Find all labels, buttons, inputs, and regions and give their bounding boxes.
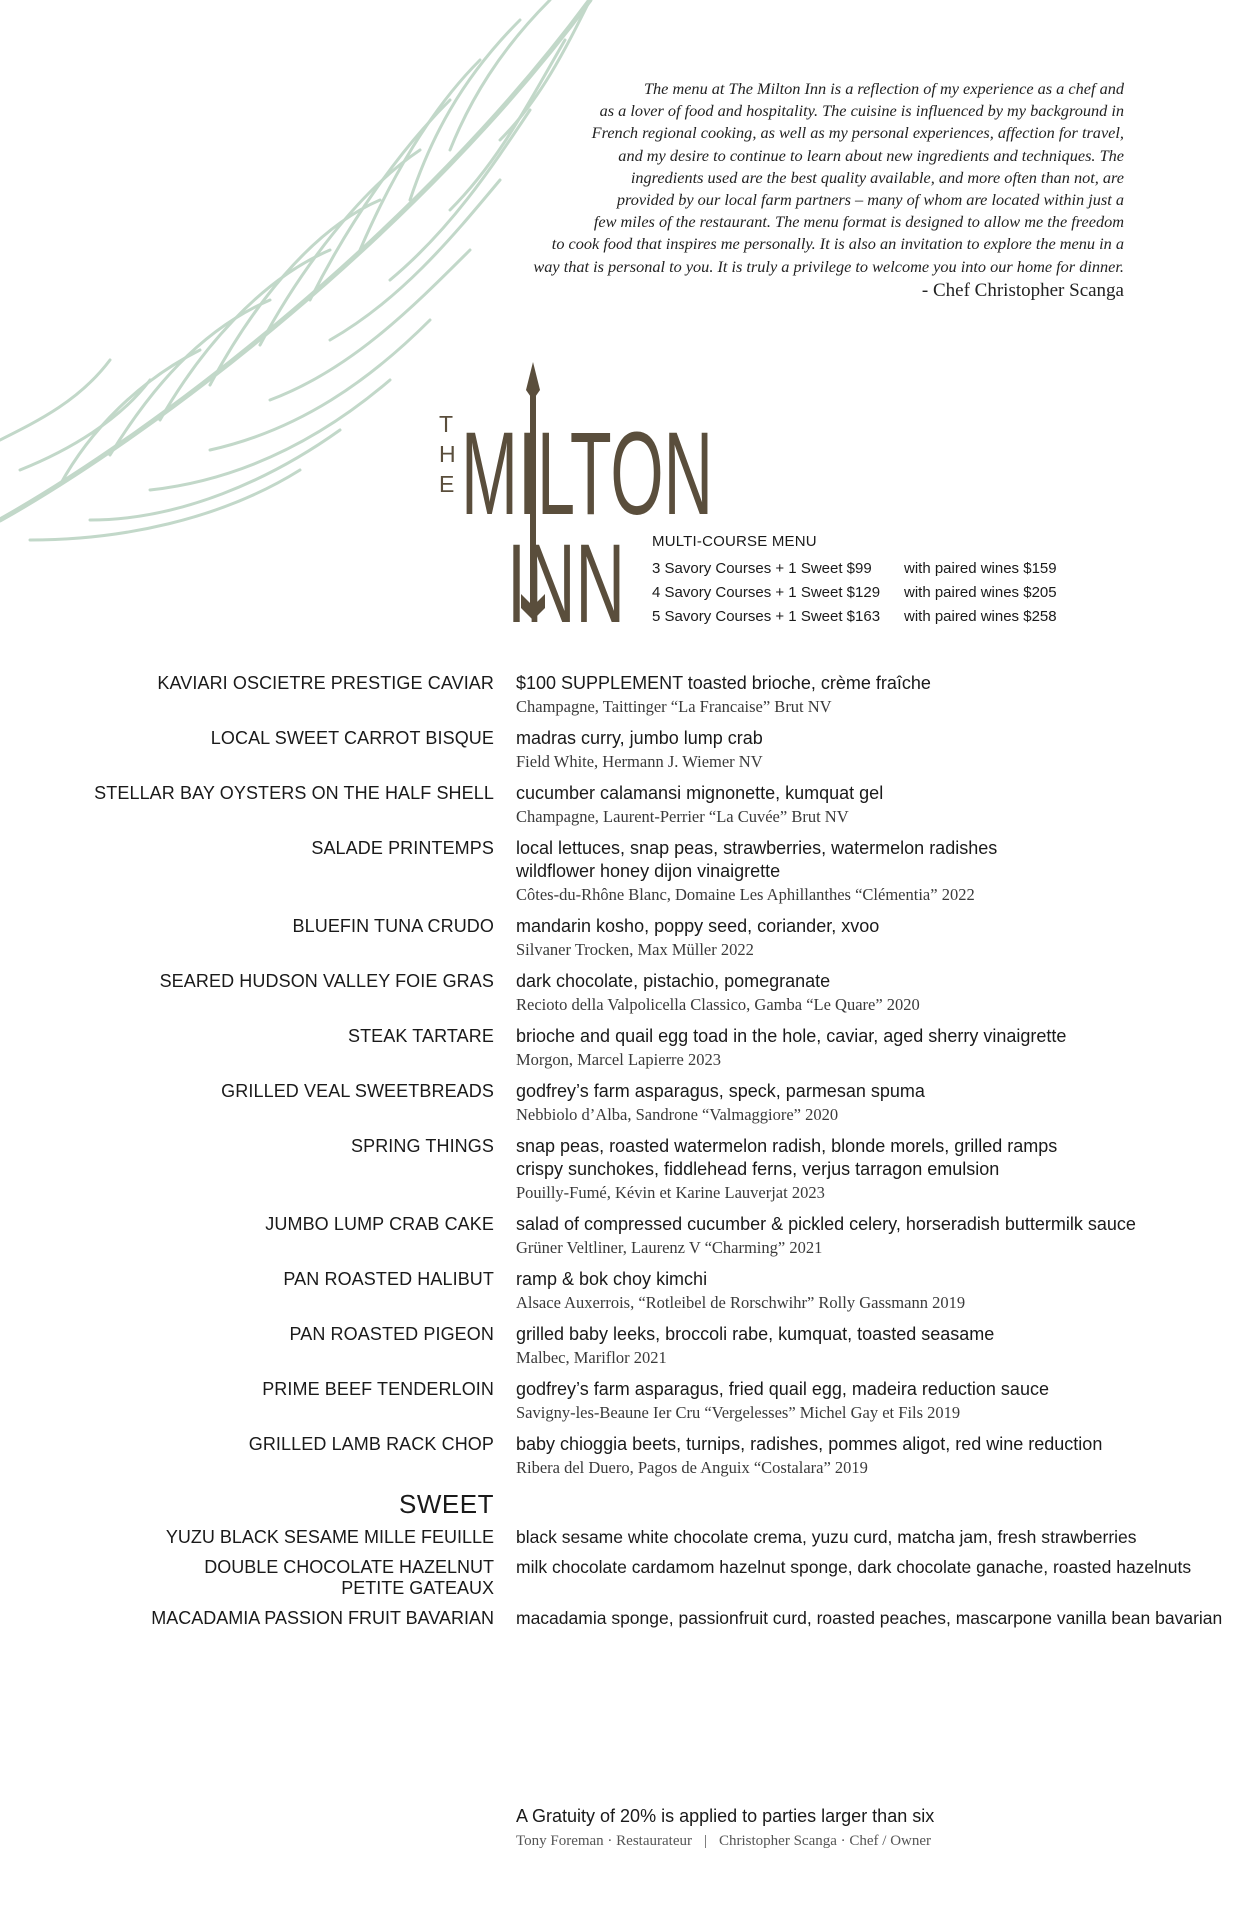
dish-description: crispy sunchokes, fiddlehead ferns, verjus tarragon emulsion bbox=[516, 1159, 1000, 1179]
dish-description: $100 SUPPLEMENT toasted brioche, crème fraîche bbox=[516, 673, 931, 693]
dish-description: godfrey’s farm asparagus, speck, parmesan spuma bbox=[516, 1081, 925, 1101]
wine-pairing: Field White, Hermann J. Wiemer NV bbox=[516, 752, 763, 771]
wine-pairing: Champagne, Taittinger “La Francaise” Brut NV bbox=[516, 697, 832, 716]
dish-name: PRIME BEEF TENDERLOIN bbox=[262, 1379, 494, 1399]
dish-name: STELLAR BAY OYSTERS ON THE HALF SHELL bbox=[94, 783, 494, 803]
gratuity-note: A Gratuity of 20% is applied to parties larger than six bbox=[516, 1806, 935, 1826]
intro-line: provided by our local farm partners – many of whom are located within just a bbox=[616, 190, 1124, 210]
menu-item bbox=[0, 1080, 1243, 1126]
dish-description: dark chocolate, pistachio, pomegranate bbox=[516, 971, 831, 991]
logo-word-inn: INN bbox=[507, 521, 625, 624]
course-price: 5 Savory Courses + 1 Sweet $163 bbox=[652, 607, 881, 625]
logo-word-milton: MILTON bbox=[461, 408, 713, 540]
dish-description: snap peas, roasted watermelon radish, blonde morels, grilled ramps bbox=[516, 1136, 1058, 1156]
chef-signature: - Chef Christopher Scanga bbox=[921, 280, 1124, 301]
dish-description: wildflower honey dijon vinaigrette bbox=[516, 861, 781, 881]
menu-item bbox=[0, 1378, 1243, 1424]
wine-pairing: Côtes-du-Rhône Blanc, Domaine Les Aphillanthes “Clémentia” 2022 bbox=[516, 885, 975, 904]
logo-the-letter-h: H bbox=[439, 441, 456, 467]
wine-pairing: Silvaner Trocken, Max Müller 2022 bbox=[516, 940, 754, 959]
dessert-item bbox=[0, 1557, 1243, 1599]
intro-line: as a lover of food and hospitality. The cuisine is influenced by my background in bbox=[599, 101, 1124, 121]
pricing-row bbox=[652, 580, 1057, 604]
logo-the-letter-e: E bbox=[439, 471, 455, 497]
menu-item bbox=[0, 1213, 1243, 1259]
dish-description: local lettuces, snap peas, strawberries, watermelon radishes bbox=[516, 838, 998, 858]
sweet-section-heading: SWEET bbox=[399, 1489, 494, 1519]
wine-pairing-price: with paired wines $159 bbox=[904, 559, 1057, 577]
dessert-name: DOUBLE CHOCOLATE HAZELNUT PETITE GATEAUX bbox=[204, 1557, 494, 1598]
dish-name: SALADE PRINTEMPS bbox=[311, 838, 494, 858]
course-price: 4 Savory Courses + 1 Sweet $129 bbox=[652, 583, 881, 601]
dish-name: PAN ROASTED HALIBUT bbox=[283, 1269, 494, 1289]
intro-line: and my desire to continue to learn about new ingredients and techniques. The bbox=[618, 145, 1124, 165]
dessert-item bbox=[0, 1608, 1243, 1629]
dish-name: PAN ROASTED PIGEON bbox=[289, 1324, 494, 1344]
menu-item bbox=[0, 672, 1243, 718]
dish-description: madras curry, jumbo lump crab bbox=[516, 728, 763, 748]
dessert-description: macadamia sponge, passionfruit curd, roasted peaches, mascarpone vanilla bean bavarian bbox=[516, 1608, 1223, 1628]
dish-description: baby chioggia beets, turnips, radishes, pommes aligot, red wine reduction bbox=[516, 1434, 1103, 1454]
intro-line: ingredients used are the best quality available, and more often than not, are bbox=[630, 167, 1124, 187]
intro-line: French regional cooking, as well as my personal experiences, affection for travel, bbox=[591, 123, 1124, 143]
restaurateur-credit: Tony Foreman · Restaurateur bbox=[516, 1833, 692, 1849]
logo-the-letter-t: T bbox=[439, 411, 454, 437]
menu-item bbox=[0, 1025, 1243, 1071]
wine-pairing-price: with paired wines $258 bbox=[904, 607, 1057, 625]
dish-name: GRILLED VEAL SWEETBREADS bbox=[221, 1081, 494, 1101]
dish-description: cucumber calamansi mignonette, kumquat gel bbox=[516, 783, 884, 803]
dish-name: JUMBO LUMP CRAB CAKE bbox=[265, 1214, 494, 1234]
dish-name: SPRING THINGS bbox=[351, 1136, 494, 1156]
dish-description: salad of compressed cucumber & pickled celery, horseradish buttermilk sauce bbox=[516, 1214, 1136, 1234]
menu-item bbox=[0, 1323, 1243, 1369]
menu-item bbox=[0, 1268, 1243, 1314]
chef-credit: Christopher Scanga · Chef / Owner bbox=[719, 1833, 932, 1849]
intro-line: few miles of the restaurant. The menu format is designed to allow me the freedom bbox=[593, 212, 1124, 232]
chef-intro-paragraph bbox=[500, 78, 1124, 278]
menu-item bbox=[0, 837, 1243, 906]
wine-pairing: Pouilly-Fumé, Kévin et Karine Lauverjat 2023 bbox=[516, 1183, 825, 1202]
wine-pairing: Champagne, Laurent-Perrier “La Cuvée” Brut NV bbox=[516, 807, 849, 826]
multi-course-pricing bbox=[652, 533, 1057, 628]
credit-separator: | bbox=[703, 1833, 707, 1849]
footer bbox=[516, 1806, 934, 1850]
dish-description: ramp & bok choy kimchi bbox=[516, 1269, 708, 1289]
menu-item bbox=[0, 970, 1243, 1016]
dessert-description: black sesame white chocolate crema, yuzu curd, matcha jam, fresh strawberries bbox=[516, 1527, 1137, 1547]
menu-item bbox=[0, 782, 1243, 828]
wine-pairing: Morgon, Marcel Lapierre 2023 bbox=[516, 1050, 721, 1069]
dessert-item bbox=[0, 1527, 1243, 1548]
wine-pairing: Recioto della Valpolicella Classico, Gamba “Le Quare” 2020 bbox=[516, 995, 920, 1014]
menu-item bbox=[0, 727, 1243, 773]
dish-name: STEAK TARTARE bbox=[347, 1026, 494, 1046]
menu-list bbox=[0, 672, 1243, 1638]
wine-pairing: Grüner Veltliner, Laurenz V “Charming” 2021 bbox=[516, 1238, 823, 1257]
wine-pairing: Alsace Auxerrois, “Rotleibel de Rorschwihr” Rolly Gassmann 2019 bbox=[516, 1293, 966, 1312]
intro-line: to cook food that inspires me personally. It is also an invitation to explore the menu in a bbox=[551, 234, 1124, 254]
wine-pairing-price: with paired wines $205 bbox=[904, 583, 1057, 601]
dish-name: BLUEFIN TUNA CRUDO bbox=[292, 916, 494, 936]
dish-description: grilled baby leeks, broccoli rabe, kumquat, toasted seasame bbox=[516, 1324, 995, 1344]
dish-name: LOCAL SWEET CARROT BISQUE bbox=[210, 728, 494, 748]
dessert-name: MACADAMIA PASSION FRUIT BAVARIAN bbox=[151, 1608, 494, 1628]
dish-name: SEARED HUDSON VALLEY FOIE GRAS bbox=[159, 971, 494, 991]
course-price: 3 Savory Courses + 1 Sweet $99 bbox=[652, 559, 872, 577]
wine-pairing: Malbec, Mariflor 2021 bbox=[516, 1348, 667, 1367]
wine-pairing: Nebbiolo d’Alba, Sandrone “Valmaggiore” 2020 bbox=[516, 1105, 839, 1124]
intro-line: The menu at The Milton Inn is a reflection of my experience as a chef and bbox=[643, 79, 1124, 98]
credits bbox=[516, 1833, 934, 1850]
menu-item bbox=[0, 915, 1243, 961]
dessert-description: milk chocolate cardamom hazelnut sponge, dark chocolate ganache, roasted hazelnuts bbox=[516, 1557, 1192, 1577]
menu-item bbox=[0, 1135, 1243, 1204]
multi-course-title: MULTI-COURSE MENU bbox=[652, 533, 817, 550]
intro-line: way that is personal to you. It is truly a privilege to welcome you into our home for dinner. bbox=[533, 256, 1124, 276]
dessert-name: YUZU BLACK SESAME MILLE FEUILLE bbox=[165, 1527, 494, 1547]
menu-item bbox=[0, 1433, 1243, 1479]
dish-description: mandarin kosho, poppy seed, coriander, xvoo bbox=[516, 916, 880, 936]
pricing-row bbox=[652, 556, 1057, 580]
dish-description: brioche and quail egg toad in the hole, caviar, aged sherry vinaigrette bbox=[516, 1026, 1067, 1046]
pricing-row bbox=[652, 604, 1057, 628]
dish-name: KAVIARI OSCIETRE PRESTIGE CAVIAR bbox=[157, 673, 494, 693]
dish-description: godfrey’s farm asparagus, fried quail egg, madeira reduction sauce bbox=[516, 1379, 1049, 1399]
wine-pairing: Ribera del Duero, Pagos de Anguix “Costalara” 2019 bbox=[516, 1458, 868, 1477]
wine-pairing: Savigny-les-Beaune Ier Cru “Vergelesses” Michel Gay et Fils 2019 bbox=[516, 1403, 961, 1422]
dish-name: GRILLED LAMB RACK CHOP bbox=[248, 1434, 494, 1454]
